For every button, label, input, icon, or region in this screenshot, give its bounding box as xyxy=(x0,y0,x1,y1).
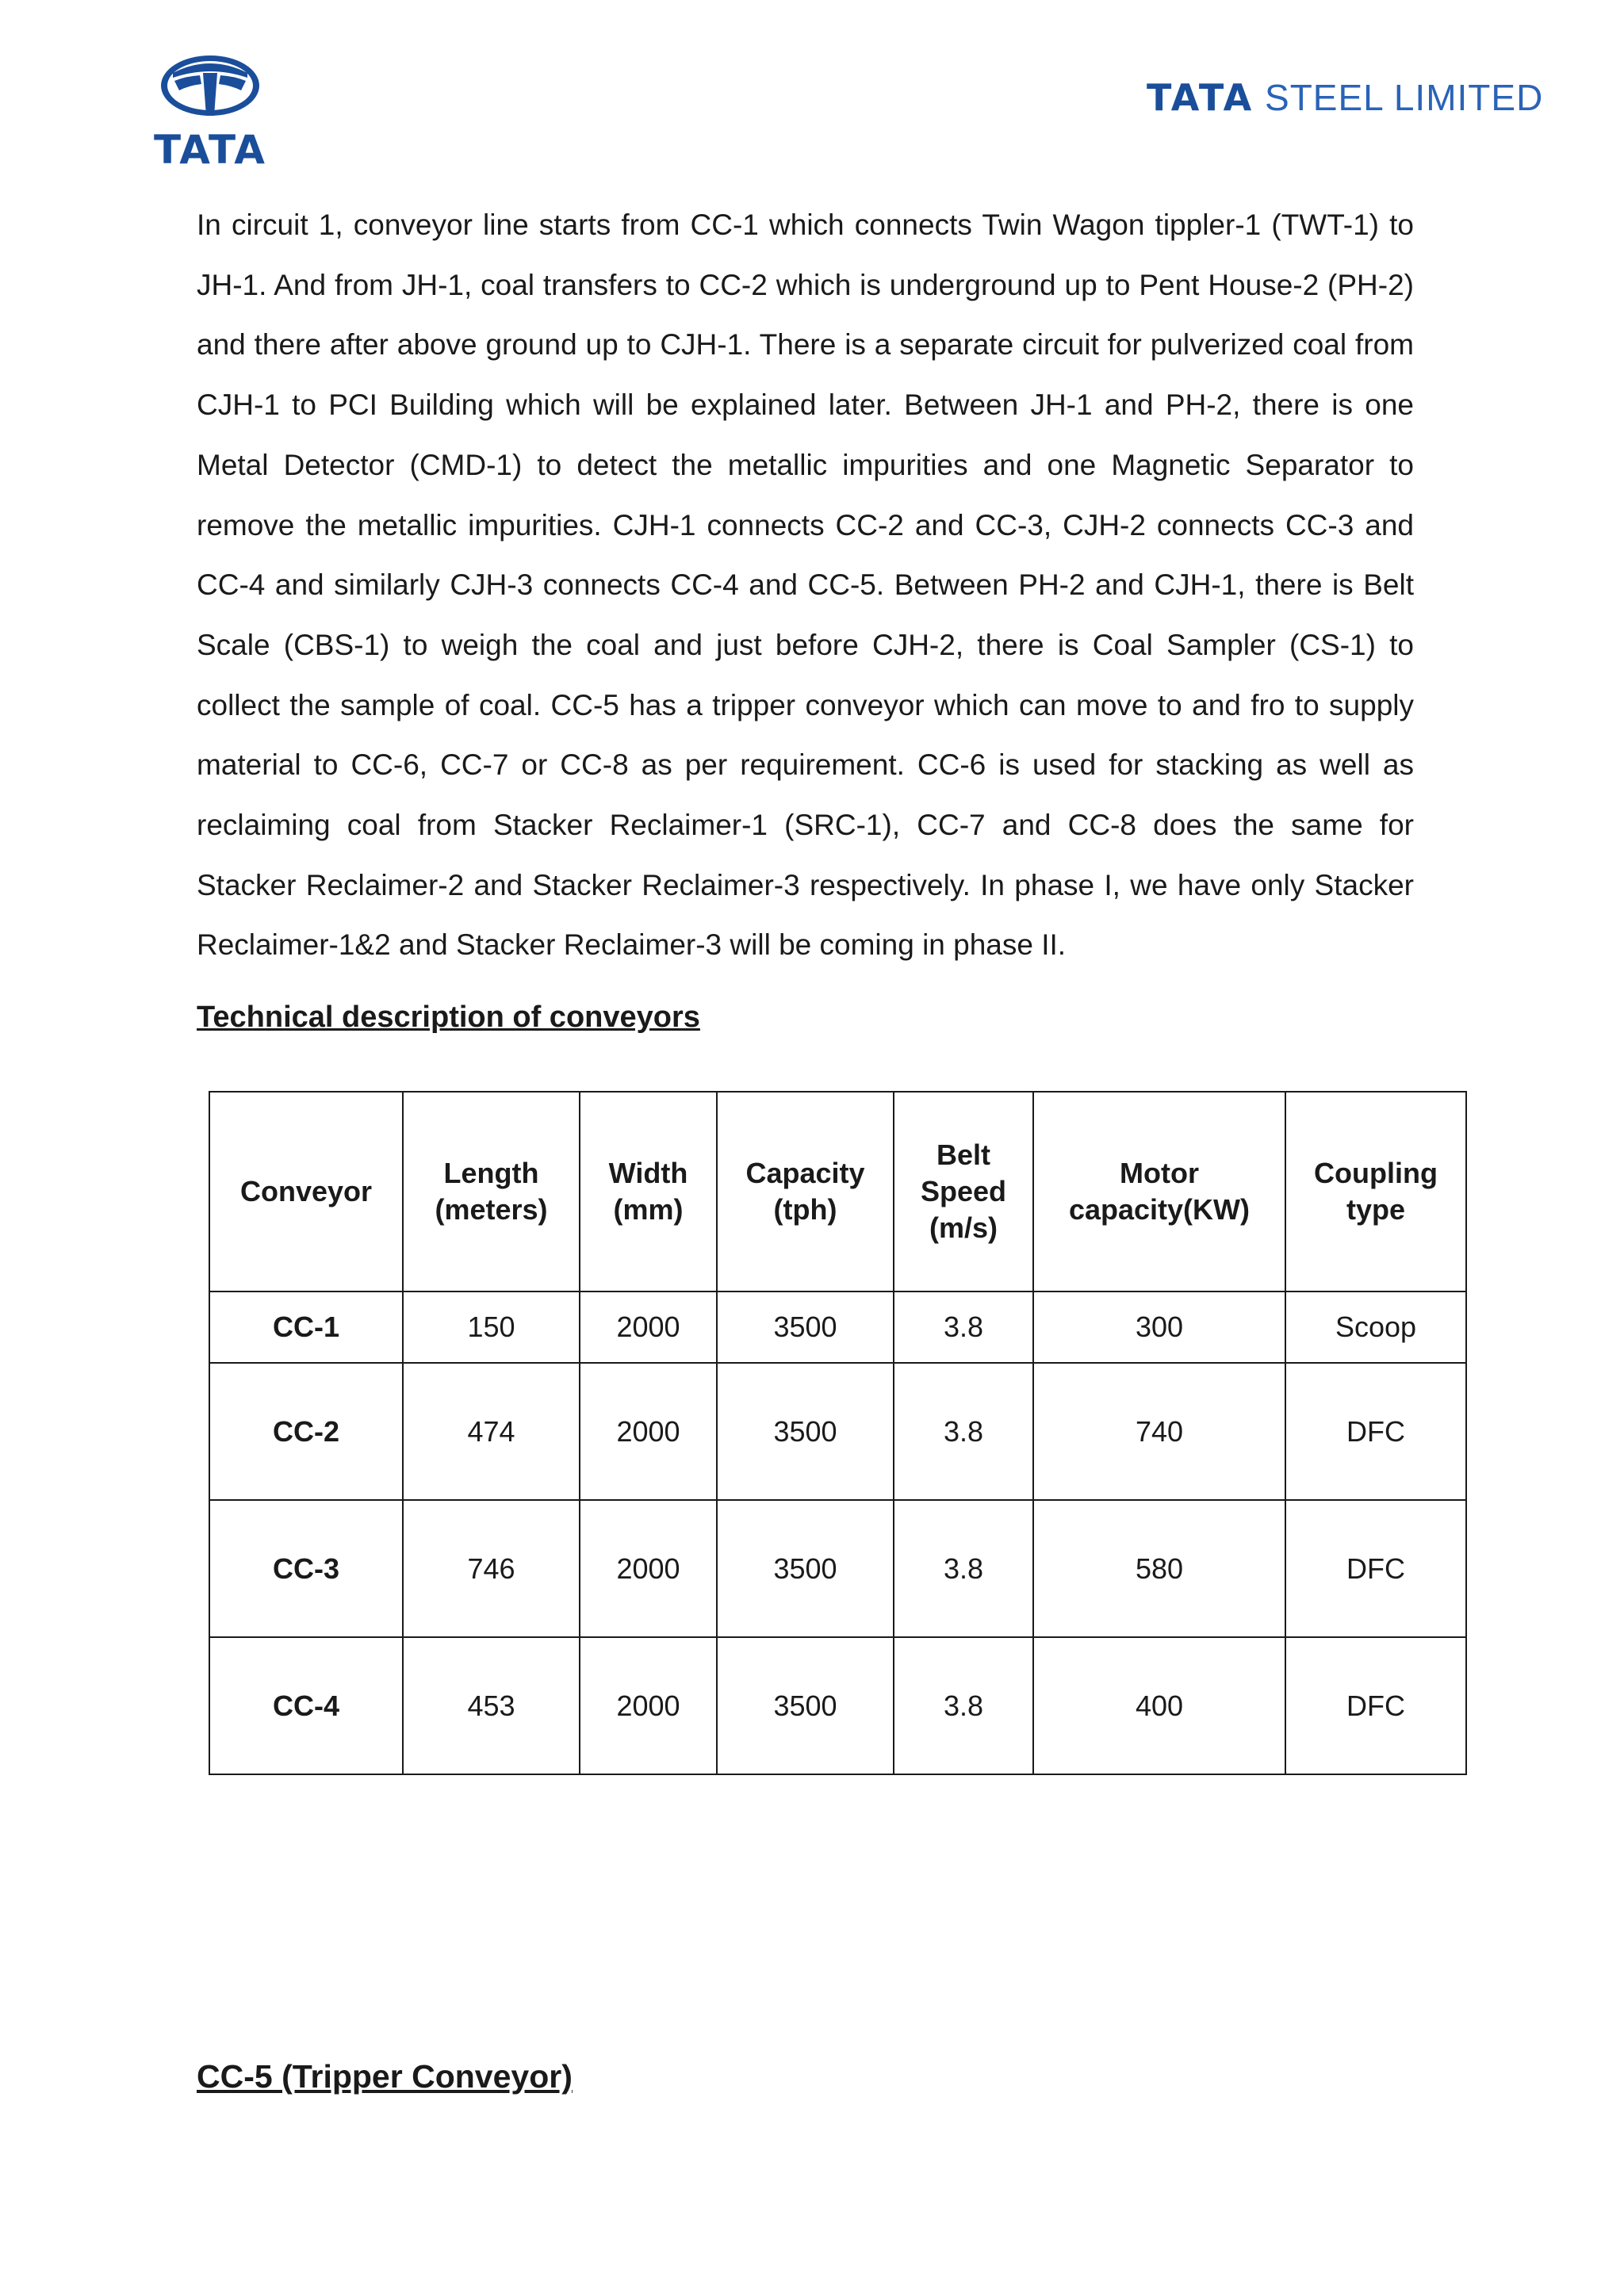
conveyor-spec-table xyxy=(209,1091,1467,1775)
table-cell: 3500 xyxy=(717,1500,894,1637)
header-cell: Conveyor xyxy=(209,1092,403,1292)
company-suffix: STEEL LIMITED xyxy=(1265,77,1544,118)
header-cell: Capacity (tph) xyxy=(717,1092,894,1292)
table-cell: 580 xyxy=(1033,1500,1285,1637)
table-cell: 3500 xyxy=(717,1292,894,1363)
table-cell: 453 xyxy=(403,1637,580,1774)
table-cell: 300 xyxy=(1033,1292,1285,1363)
table-header-row xyxy=(209,1092,1466,1292)
table-cell: 474 xyxy=(403,1363,580,1500)
header-cell: Motor capacity(KW) xyxy=(1033,1092,1285,1292)
header-cell: Width (mm) xyxy=(580,1092,717,1292)
table-cell: CC-4 xyxy=(209,1637,403,1774)
table-cell: CC-3 xyxy=(209,1500,403,1637)
table-row xyxy=(209,1292,1466,1363)
table-cell: 2000 xyxy=(580,1637,717,1774)
table-cell: DFC xyxy=(1285,1500,1466,1637)
body-paragraph: In circuit 1, conveyor line starts from CC-1 which connects Twin Wagon tippler-1 (TWT-1) to JH-1. And from JH-1, coal transfers to CC-2 which is underground up to Pent House-2 (PH-2) and there after above ground up to CJH-1. There is a separate circuit for pulverized coal from CJH-1 to PCI Building which will be explained later. Between JH-1 and PH-2, there is one Metal Detector (CMD-1) to detect the metallic impurities and one Magnetic Separator to remove the metallic impurities. CJH-1 connects CC-2 and CC-3, CJH-2 connects CC-3 and CC-4 and similarly CJH-3 connects CC-4 and CC-5. Between PH-2 and CJH-1, there is Belt Scale (CBS-1) to weigh the coal and just before CJH-2, there is Coal Sampler (CS-1) to collect the sample of coal. CC-5 has a tripper conveyor which can move to and fro to supply material to CC-6, CC-7 or CC-8 as per requirement. CC-6 is used for stacking as well as reclaiming coal from Stacker Reclaimer-1 (SRC-1), CC-7 and CC-8 does the same for Stacker Reclaimer-2 and Stacker Reclaimer-3 respectively. In phase I, we have only Stacker Reclaimer-1&2 and Stacker Reclaimer-3 will be coming in phase II. xyxy=(197,209,1414,962)
table-cell: 2000 xyxy=(580,1500,717,1637)
company-brand: TATA xyxy=(1147,76,1254,119)
table-cell: 3500 xyxy=(717,1637,894,1774)
table-cell: 3.8 xyxy=(894,1363,1033,1500)
tata-logo xyxy=(143,49,278,173)
table-cell: CC-1 xyxy=(209,1292,403,1363)
table-row xyxy=(209,1363,1466,1500)
table-row xyxy=(209,1637,1466,1774)
table-cell: 3.8 xyxy=(894,1637,1033,1774)
header-cell: Coupling type xyxy=(1285,1092,1466,1292)
table-cell: 2000 xyxy=(580,1292,717,1363)
table-cell: DFC xyxy=(1285,1363,1466,1500)
table-cell: DFC xyxy=(1285,1637,1466,1774)
table-row xyxy=(209,1500,1466,1637)
header-cell: Belt Speed (m/s) xyxy=(894,1092,1033,1292)
company-name xyxy=(1147,76,1543,119)
table-cell: 3.8 xyxy=(894,1500,1033,1637)
table-cell: 400 xyxy=(1033,1637,1285,1774)
table-cell: 746 xyxy=(403,1500,580,1637)
table-cell: 740 xyxy=(1033,1363,1285,1500)
next-section-heading: CC-5 (Tripper Conveyor) xyxy=(197,2058,573,2095)
table-cell: Scoop xyxy=(1285,1292,1466,1363)
table-cell: 150 xyxy=(403,1292,580,1363)
table-cell: 3500 xyxy=(717,1363,894,1500)
tata-logo-icon xyxy=(143,49,278,125)
section-heading: Technical description of conveyors xyxy=(197,1001,700,1034)
table-cell: 2000 xyxy=(580,1363,717,1500)
table-cell: 3.8 xyxy=(894,1292,1033,1363)
header-cell: Length (meters) xyxy=(403,1092,580,1292)
table-cell: CC-2 xyxy=(209,1363,403,1500)
logo-wordmark: TATA xyxy=(154,127,266,173)
